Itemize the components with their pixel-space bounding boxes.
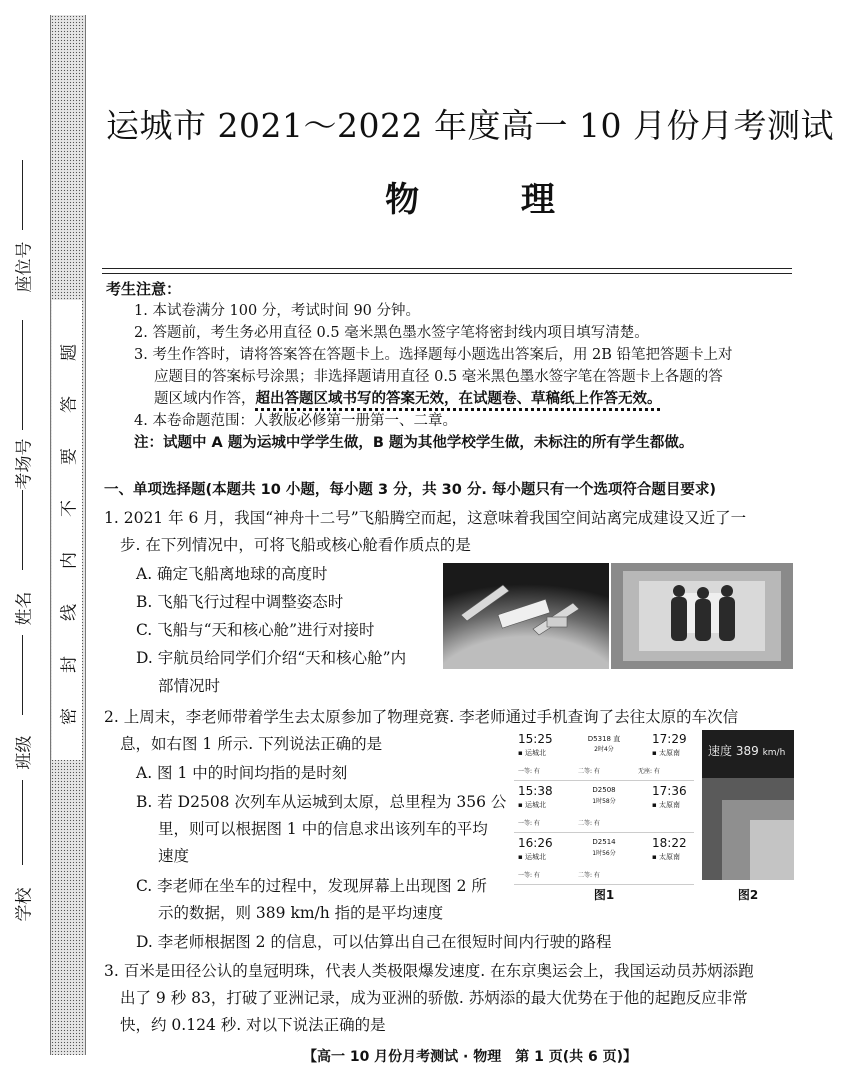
seal-char: 封 (59, 656, 80, 673)
train-id: D2508 (592, 786, 616, 794)
from-station-name: 运城北 (524, 853, 546, 861)
q2-option-b: 速度 (158, 847, 190, 865)
train-schedule-figure (514, 730, 694, 902)
seat-availability: 一等: 有 (518, 768, 540, 775)
school-field[interactable] (22, 780, 23, 865)
q2-option-d: D. 李老师根据图 2 的信息，可以估算出自己在很短时间内行驶的路程 (136, 933, 612, 951)
note-item: 2. 答题前，考生务必用直径 0.5 毫米黑色墨水签字笔将密封线内项目填写清楚。 (134, 325, 649, 341)
train-number (580, 734, 628, 744)
q3-stem: 快，约 0.124 秒. 对以下说法正确的是 (120, 1016, 386, 1034)
space-station-photo (443, 563, 793, 669)
exam-title: 运城市 2021～2022 年度高一 10 月份月考测试 (106, 106, 834, 145)
figure-1-caption: 图1 (593, 888, 615, 902)
note-item (106, 388, 796, 410)
note-item: 4. 本卷命题范围：人教版必修第一册第一、二章。 (134, 413, 457, 429)
header-rule (102, 273, 792, 274)
from-station: ▪ 运城北 (518, 853, 546, 861)
q2-option-b: 里，则可以根据图 1 中的信息求出该列车的平均 (158, 820, 488, 838)
q1-option-d: 部情况时 (158, 677, 221, 695)
seat-availability: 二等: 有 (578, 768, 600, 775)
q2-option-c: 示的数据，则 389 km/h 指的是平均速度 (158, 904, 444, 922)
seal-char: 要 (59, 448, 80, 465)
q3-stem: 出了 9 秒 83，打破了亚洲记录，成为亚洲的骄傲. 苏炳添的最大优势在于他的起跑反应非常 (120, 989, 748, 1007)
schedule-row (514, 782, 694, 833)
seat-availability: 二等: 有 (578, 872, 600, 879)
duration: 1时58分 (592, 798, 616, 805)
exam-room-field[interactable] (22, 320, 23, 430)
arrival-time: 17:36 (652, 784, 687, 798)
page-footer: 【高一 10 月份月考测试 · 物理 第 1 页(共 6 页)】 (302, 1049, 638, 1065)
note-text: 题区域内作答， (154, 391, 256, 407)
to-station: ▪ 太原南 (652, 801, 680, 809)
school-label: 学校 (14, 887, 35, 922)
class-field[interactable] (22, 635, 23, 715)
to-station-name: 太原南 (658, 801, 680, 809)
q1-option-c: C. 飞船与“天和核心舱”进行对接时 (136, 621, 375, 639)
to-station: ▪ 太原南 (652, 853, 680, 861)
seat-availability: 一等: 有 (518, 820, 540, 827)
to-station-name: 太原南 (658, 853, 680, 861)
speed-unit: km/h (762, 748, 786, 758)
speed-readout (708, 742, 785, 759)
from-station: ▪ 运城北 (518, 749, 546, 757)
schedule-row (514, 834, 694, 885)
exam-notes (106, 278, 796, 454)
seal-char: 不 (59, 500, 80, 517)
departure-time: 15:38 (518, 784, 553, 798)
q2-option-b: B. 若 D2508 次列车从运城到太原，总里程为 356 公 (136, 793, 507, 811)
from-station-name: 运城北 (524, 801, 546, 809)
q1-stem: 1. 2021 年 6 月，我国“神舟十二号”飞船腾空而起，这意味着我国空间站离完成建设又近了一 (104, 509, 747, 527)
subject-title: 物 理 (385, 180, 555, 220)
seat-availability: 一等: 有 (518, 872, 540, 879)
speed-label: 速度 (708, 744, 733, 758)
q2-option-a: A. 图 1 中的时间均指的是时刻 (136, 764, 348, 782)
speed-display-figure (702, 730, 794, 902)
train-id: D5318 (587, 735, 611, 743)
arrival-time: 17:29 (652, 732, 687, 746)
schedule-row (514, 730, 694, 781)
note-item: 1. 本试卷满分 100 分，考试时间 90 分钟。 (134, 303, 421, 319)
departure-time: 15:25 (518, 732, 553, 746)
name-label: 姓名 (14, 591, 35, 626)
arrival-time: 18:22 (652, 836, 687, 850)
from-station: ▪ 运城北 (518, 801, 546, 809)
q1-option-a: A. 确定飞船离地球的高度时 (136, 565, 328, 583)
to-station: ▪ 太原南 (652, 749, 680, 757)
from-station-name: 运城北 (524, 749, 546, 757)
seat-label: 座位号 (14, 241, 35, 293)
q1-option-d: D. 宇航员给同学们介绍“天和核心舱”内 (136, 649, 407, 667)
seat-field[interactable] (22, 160, 23, 230)
departure-time: 16:26 (518, 836, 553, 850)
exam-room-label: 考场号 (14, 438, 35, 490)
speed-value: 389 (735, 744, 759, 758)
q1-stem: 步. 在下列情况中，可将飞船或核心舱看作质点的是 (120, 536, 471, 554)
seal-char: 线 (59, 604, 80, 621)
seal-char: 题 (59, 344, 80, 361)
header-rule (102, 268, 792, 269)
seal-char: 答 (59, 396, 80, 413)
duration: 1时56分 (592, 850, 616, 857)
notes-heading: 考生注意： (106, 280, 182, 298)
train-number (580, 786, 628, 794)
train-id: D2514 (592, 838, 616, 846)
q2-stem: 2. 上周末，李老师带着学生去太原参加了物理竞赛. 李老师通过手机查询了去往太原的车次信 (104, 708, 739, 726)
note-item: 3. 考生作答时，请将答案答在答题卡上。选择题每小题选出答案后，用 2B 铅笔把答题卡上对 (134, 347, 733, 363)
train-tag: 直 (613, 735, 621, 743)
to-station-name: 太原南 (658, 749, 680, 757)
emphasis-text: 超出答题区域书写的答案无效，在试题卷、草稿纸上作答无效。 (255, 391, 662, 407)
figure-2-caption: 图2 (737, 888, 759, 902)
seal-line-notice (52, 300, 82, 760)
q3-stem: 3. 百米是田径公认的皇冠明珠，代表人类极限爆发速度. 在东京奥运会上，我国运动员苏炳添跑 (104, 962, 754, 980)
q1-option-b: B. 飞船飞行过程中调整姿态时 (136, 593, 344, 611)
name-field[interactable] (22, 490, 23, 570)
seat-availability: 无座: 有 (638, 768, 660, 775)
seat-availability: 二等: 有 (578, 820, 600, 827)
class-label: 班级 (14, 735, 35, 770)
seal-char: 密 (59, 708, 80, 725)
q2-stem: 息，如右图 1 所示. 下列说法正确的是 (120, 735, 383, 753)
duration: 2时4分 (594, 746, 614, 753)
train-number (580, 838, 628, 846)
note-item: 应题目的答案标号涂黑；非选择题请用直径 0.5 毫米黑色墨水签字笔在答题卡上各题的答 (154, 369, 723, 385)
q2-option-c: C. 李老师在坐车的过程中，发现屏幕上出现图 2 所 (136, 877, 487, 895)
seal-char: 内 (59, 552, 80, 569)
special-note: 注：试题中 A 题为运城中学学生做，B 题为其他学校学生做，未标注的所有学生都做。 (134, 435, 694, 451)
section-heading: 一、单项选择题(本题共 10 小题，每小题 3 分，共 30 分. 每小题只有一个选项符合题目要求) (104, 482, 717, 498)
